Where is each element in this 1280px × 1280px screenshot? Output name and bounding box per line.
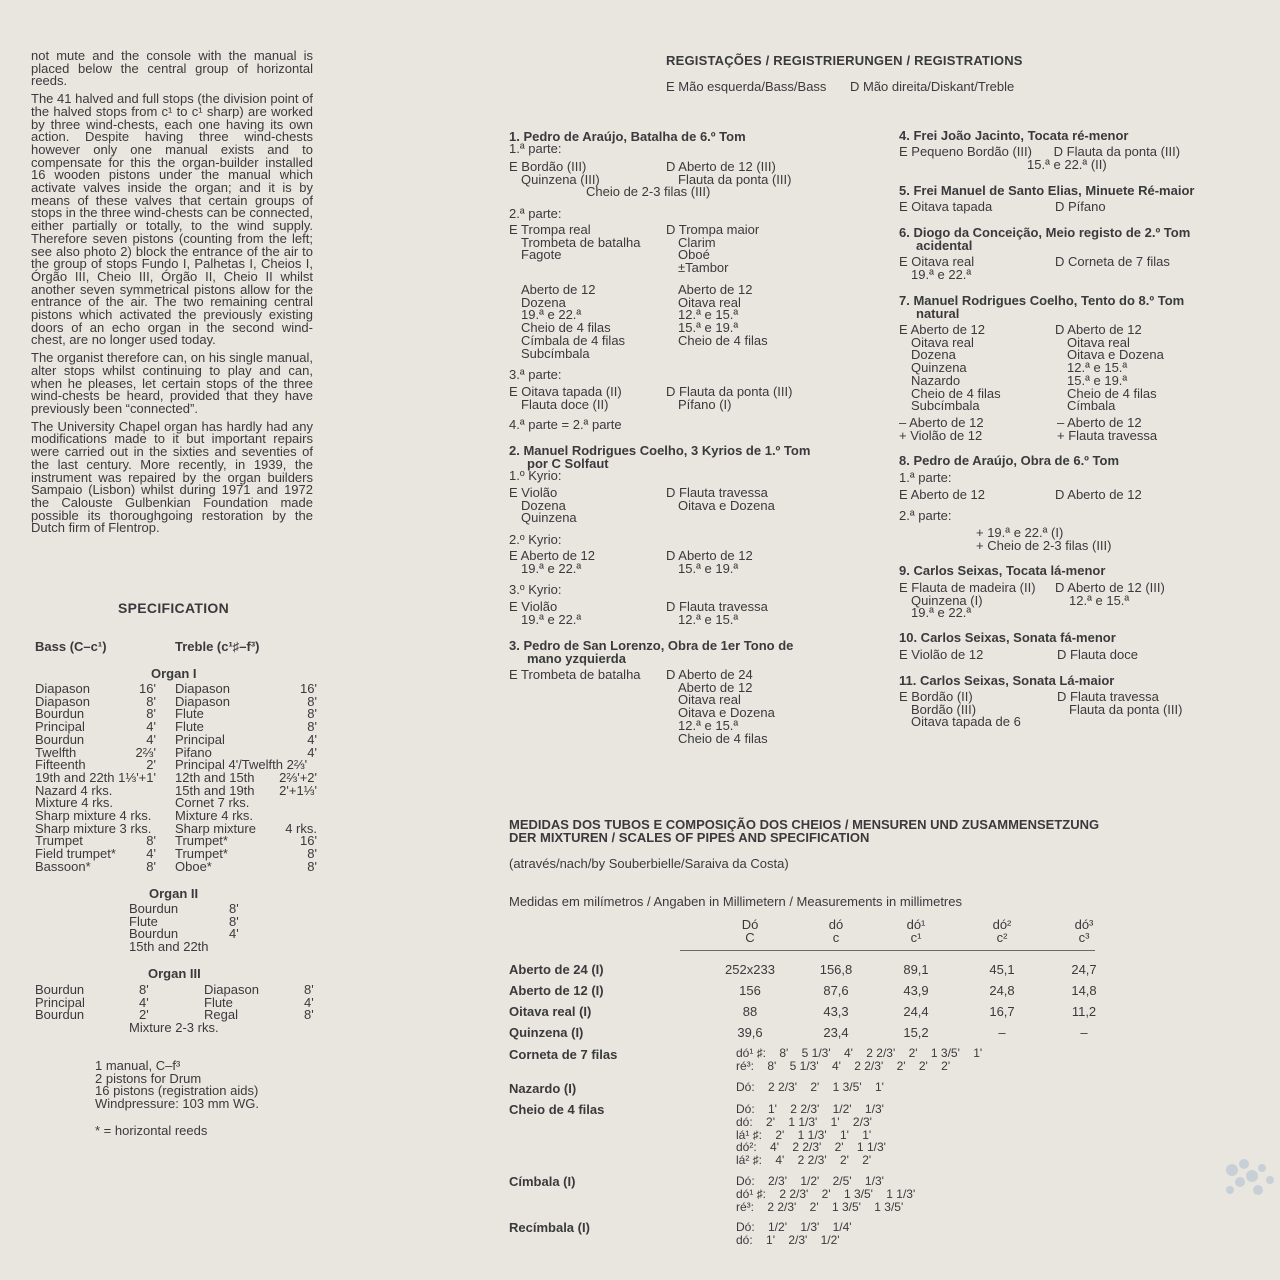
row-label: Aberto de 24 (I) xyxy=(509,962,604,977)
stop-pitch: 2⅔' xyxy=(135,744,156,760)
stop-name: 12th and 15th xyxy=(175,769,255,785)
treble-stop: Flauta da ponta (III) xyxy=(678,172,792,187)
footnote: * = horizontal reeds xyxy=(95,1123,208,1138)
composition-line: dó: 1' 2/3' 1/2' xyxy=(736,1232,840,1247)
part-label: 1.ª parte: xyxy=(509,141,562,156)
stop-pitch: 16' xyxy=(139,681,156,696)
stop-name: Pifano xyxy=(175,744,212,760)
stop-pitch: 8' xyxy=(304,982,314,997)
column-header: dó³ xyxy=(1074,917,1094,932)
bass-stop: E Violão de 12 xyxy=(899,647,984,662)
table-cell: 156,8 xyxy=(819,962,853,977)
stop-name: Flute xyxy=(204,994,233,1010)
treble-stop-list: D Flauta travessa 12.ª e 15.ª xyxy=(666,599,768,627)
stop-pitch: 4' xyxy=(229,926,239,942)
stop-name: Diapason xyxy=(175,693,230,709)
organ-2-heading: Organ II xyxy=(149,886,199,901)
registration-line: 15.ª e 22.ª (II) xyxy=(1027,157,1107,172)
piece-2-title: 2. Manuel Rodrigues Coelho, 3 Kyrios de 1.º Tom xyxy=(509,443,811,458)
stop-pitch: 8' xyxy=(307,846,317,862)
bass-stop: E Aberto de 12 xyxy=(899,487,986,502)
part-label: 1.º Kyrio: xyxy=(509,468,562,483)
table-cell: 23,4 xyxy=(823,1025,849,1040)
piece-3-subtitle: mano yzquierda xyxy=(527,651,626,666)
table-cell: 39,6 xyxy=(737,1025,763,1040)
piece-11-title: 11. Carlos Seixas, Sonata Lá-maior xyxy=(899,673,1115,688)
piece-9-title: 9. Carlos Seixas, Tocata lá-menor xyxy=(899,563,1106,578)
row-label: Recímbala (I) xyxy=(509,1220,590,1235)
stop-name: Diapason xyxy=(35,681,90,696)
stop-name: Trumpet xyxy=(35,833,83,849)
row-label: Címbala (I) xyxy=(509,1174,576,1189)
stop-pitch: 2' xyxy=(139,1007,149,1023)
table-cell: – xyxy=(1080,1025,1088,1040)
stop-name: Bassoon* xyxy=(35,858,91,874)
table-cell: 88 xyxy=(742,1004,758,1019)
stop-name: Trumpet* xyxy=(175,846,228,862)
stop-name: Fifteenth xyxy=(35,757,86,773)
paragraph: The University Chapel organ has hardly had any modifications made to it but important repairs were carried out in the sixties and seventies of the last century. More recently, in 1939, the instrument was repaired by the organ builders Sampaio (Lisbon) whilst during 1971 and 1972 the Calouste Gulbenkian Foundation made possible its thoroughgoing restoration by the Dutch firm of Flentrop. xyxy=(31,418,313,536)
column-header: c¹ xyxy=(910,930,922,945)
stop-name: Twelfth xyxy=(35,744,77,760)
part-label: 3.º Kyrio: xyxy=(509,582,562,597)
legend-right-hand: D Mão direita/Diskant/Treble xyxy=(850,79,1015,94)
column-header: dó² xyxy=(992,917,1012,932)
piece-4-title: 4. Frei João Jacinto, Tocata ré-menor xyxy=(899,128,1129,143)
column-header: dó xyxy=(828,917,844,932)
treble-stop: D Pífano xyxy=(1055,199,1106,214)
bass-stop: E Oitava tapada xyxy=(899,199,993,214)
stop-pitch: 8' xyxy=(304,1007,314,1023)
stop-name: Bourdun xyxy=(35,731,85,747)
bass-stop-list: E Violão 19.ª e 22.ª xyxy=(509,599,582,627)
stop-pitch: 4' xyxy=(304,994,314,1010)
composition-line: Dó: 1' 2 2/3' 1/2' 1/3' xyxy=(736,1102,884,1116)
stop-pitch: 16' xyxy=(300,833,317,849)
table-cell: 43,9 xyxy=(903,983,929,998)
stop-name: Bourdun xyxy=(129,901,179,916)
table-cell: 252x233 xyxy=(725,962,775,977)
composition-line: lá² ♯: 4' 2 2/3' 2' 2' xyxy=(736,1153,872,1168)
stop-name: Sharp mixture xyxy=(175,820,256,836)
piece-1-title: 1. Pedro de Araújo, Batalha de 6.º Tom xyxy=(509,129,746,144)
stop-pitch: 4' xyxy=(139,994,149,1010)
composition-line: Dó: 1/2' 1/3' 1/4' xyxy=(736,1220,852,1234)
stop-name: Flute xyxy=(175,706,204,722)
stop-name: Principal xyxy=(175,731,225,747)
piece-7-subtitle: natural xyxy=(916,306,960,321)
table-cell: 24,4 xyxy=(903,1004,929,1019)
stop-name: Principal xyxy=(35,719,85,735)
specification-heading: SPECIFICATION xyxy=(118,600,229,616)
composition-line: lá¹ ♯: 2' 1 1/3' 1' 1' xyxy=(736,1127,872,1142)
stop-name: Nazard 4 rks. xyxy=(35,782,113,798)
registration-line: E Pequeno Bordão (III) D Flauta da ponta (III) xyxy=(899,144,1181,159)
bass-stop-list: E Flauta de madeira (II) Quinzena (I) 19.ª e 22.ª xyxy=(899,580,1036,621)
table-cell: 15,2 xyxy=(903,1025,929,1040)
piece-10-title: 10. Carlos Seixas, Sonata fá-menor xyxy=(899,630,1116,645)
bass-stop-list: – Aberto de 12 + Violão de 12 xyxy=(899,415,984,443)
organ-3-heading: Organ III xyxy=(148,966,201,981)
piece-7-title: 7. Manuel Rodrigues Coelho, Tento do 8.º Tom xyxy=(899,293,1185,308)
stop-pitch: 4 rks. xyxy=(285,820,317,836)
bass-stop: E Bordão (III) xyxy=(509,159,587,174)
stop-name: Cornet 7 rks. xyxy=(175,795,250,811)
treble-stop: D Aberto de 12 xyxy=(1055,487,1142,502)
part-label: 1.ª parte: xyxy=(899,470,952,485)
stop-name: 19th and 22th 1⅓'+1' xyxy=(35,769,156,785)
table-cell: 24,8 xyxy=(989,983,1015,998)
table-cell: 14,8 xyxy=(1071,983,1097,998)
bass-stop: Quinzena (III) xyxy=(521,172,600,187)
table-cell: 156 xyxy=(739,983,761,998)
row-label: Quinzena (I) xyxy=(509,1025,584,1040)
bass-stop-list: E Trompa real Trombeta de batalha Fagote xyxy=(509,222,641,263)
stop-pitch: 2⅔'+2' xyxy=(279,769,317,785)
composition-line: dó²: 4' 2 2/3' 2' 1 1/3' xyxy=(736,1140,886,1155)
stop-pitch: 8' xyxy=(139,982,149,997)
stop-pitch: 4' xyxy=(307,731,317,747)
piece-8-title: 8. Pedro de Araújo, Obra de 6.º Tom xyxy=(899,453,1120,468)
organ-1-heading: Organ I xyxy=(151,666,197,681)
stop-name: Diapason xyxy=(35,693,90,709)
composition-line: ré³: 2 2/3' 2' 1 3/5' 1 3/5' xyxy=(736,1199,904,1214)
scales-source: (através/nach/by Souberbielle/Saraiva da Costa) xyxy=(509,856,789,871)
stop-name: Flute xyxy=(129,913,158,929)
stop-name: Mixture 4 rks. xyxy=(175,808,254,823)
stop-pitch: 8' xyxy=(307,693,317,709)
stop-pitch: 8' xyxy=(146,693,156,709)
treble-stop-list: D Flauta da ponta (III) Pífano (I) xyxy=(666,384,793,412)
table-divider xyxy=(680,950,1095,951)
column-header: Dó xyxy=(741,917,759,932)
stop-name: Bourdun xyxy=(35,982,85,997)
table-cell: 87,6 xyxy=(823,983,849,998)
bass-heading: Bass (C–c¹) xyxy=(35,639,107,654)
paragraph: not mute and the console with the manual is placed below the central group of horizontal reeds. xyxy=(31,48,313,89)
stop-pitch: 8' xyxy=(146,858,156,874)
stop-name: Diapason xyxy=(175,681,230,696)
stop-pitch: 2'+1⅓' xyxy=(279,782,317,798)
bass-stop-list: E Aberto de 12 19.ª e 22.ª xyxy=(509,548,596,576)
intro-text xyxy=(31,50,313,540)
legend-left-hand: E Mão esquerda/Bass/Bass xyxy=(666,79,827,94)
stop-pitch: 4' xyxy=(146,719,156,735)
treble-stop-list: D Aberto de 12 Oitava real Oitava e Dozena 12.ª e 15.ª 15.ª e 19.ª Cheio de 4 filas Címbala xyxy=(1055,322,1164,414)
stop-pitch: 8' xyxy=(146,706,156,722)
table-cell: 89,1 xyxy=(903,962,929,977)
piece-6-subtitle: acidental xyxy=(916,238,973,253)
treble-stop: D Flauta doce xyxy=(1057,647,1138,662)
organ-notes xyxy=(95,1060,259,1111)
stop-pitch: 8' xyxy=(229,901,239,916)
organ-3-mixture: Mixture 2-3 rks. xyxy=(129,1020,219,1035)
bass-stop-list: E Bordão (II) Bordão (III) Oitava tapada de 6 xyxy=(899,689,1021,730)
row-label: Oitava real (I) xyxy=(509,1004,592,1019)
scales-title: MEDIDAS DOS TUBOS E COMPOSIÇÃO DOS CHEIOS / MENSUREN UND ZUSAMMENSETZUNG DER MIXTUREN / SCALES OF PIPES AND SPECIFICATION xyxy=(509,817,1100,845)
row-label: Nazardo (I) xyxy=(509,1081,577,1096)
column-header: c³ xyxy=(1078,930,1090,945)
stop-name: Sharp mixture 4 rks. xyxy=(35,808,152,823)
table-cell: 43,3 xyxy=(823,1004,849,1019)
part-label: 2.º Kyrio: xyxy=(509,532,562,547)
treble-stop: D Corneta de 7 filas xyxy=(1055,254,1170,269)
composition-line: Dó: 2/3' 1/2' 2/5' 1/3' xyxy=(736,1174,884,1188)
row-label: Cheio de 4 filas xyxy=(509,1102,605,1117)
treble-stop-list: D Aberto de 12 (III) 12.ª e 15.ª xyxy=(1055,580,1165,608)
treble-stop-list: Aberto de 12 Oitava real 12.ª e 15.ª 15.ª e 19.ª Cheio de 4 filas xyxy=(678,282,768,348)
table-cell: 24,7 xyxy=(1071,962,1097,977)
note: Windpressure: 103 mm WG. xyxy=(95,1096,259,1112)
stop-name: Trumpet* xyxy=(175,833,228,849)
note: 16 pistons (registration aids) xyxy=(95,1083,259,1099)
stop-name: Diapason xyxy=(204,982,259,997)
note: 1 manual, C–f³ xyxy=(95,1058,181,1073)
stop-pitch: 4' xyxy=(307,744,317,760)
stop-name: Principal 4'/Twelfth 2⅔' xyxy=(175,757,308,773)
part-label: 4.ª parte = 2.ª parte xyxy=(509,417,622,432)
table-cell: 11,2 xyxy=(1071,1004,1097,1019)
stop-name: 15th and 19th xyxy=(175,782,255,798)
treble-stop-list: D Trompa maior Clarim Oboé ±Tambor xyxy=(666,222,760,276)
cheio-stop: Cheio de 2-3 filas (III) xyxy=(586,184,711,199)
row-label: Aberto de 12 (I) xyxy=(509,983,604,998)
piece-6-title: 6. Diogo da Conceição, Meio registo de 2.º Tom xyxy=(899,225,1191,240)
bass-stop-list: E Oitava real 19.ª e 22.ª xyxy=(899,254,975,282)
composition-line: ré³: 8' 5 1/3' 4' 2 2/3' 2' 2' 2' xyxy=(736,1058,951,1073)
bass-stop: E Trombeta de batalha xyxy=(509,667,641,682)
column-header: dó¹ xyxy=(906,917,926,932)
stop-pitch: 4' xyxy=(146,846,156,862)
stop-name: Field trumpet* xyxy=(35,846,116,862)
composition-line: dó¹ ♯: 2 2/3' 2' 1 3/5' 1 1/3' xyxy=(736,1186,916,1201)
flower-decoration xyxy=(1212,1150,1280,1210)
treble-stop: D Aberto de 12 (III) xyxy=(666,159,776,174)
treble-heading: Treble (c¹♯–f³) xyxy=(175,639,260,654)
column-header: c² xyxy=(996,930,1008,945)
stop-pitch: 8' xyxy=(307,719,317,735)
stop-pitch: 4' xyxy=(146,731,156,747)
stop-name: Principal xyxy=(35,994,85,1010)
row-label: Corneta de 7 filas xyxy=(509,1047,618,1062)
part-label: 2.ª parte: xyxy=(509,206,562,221)
stop-name: Sharp mixture 3 rks. xyxy=(35,820,152,836)
treble-stop-list: D Flauta travessa Oitava e Dozena xyxy=(666,485,775,513)
treble-stop-list: D Flauta travessa Flauta da ponta (III) xyxy=(1057,689,1183,717)
paragraph: The 41 halved and full stops (the division point of the halved stops from c¹ to c¹ sharp) are worked by three wind-chests, each one having its own action. Despite having three wind-chests however only one manual exists and to compensate for this the organ-builder installed 16 wooden pistons under the manual which activate valves inside the organ; and it is by means of these valves that certain groups of stops in the three wind-chests can be connected, either partially or totally, to the wind supply. Therefore seven pistons (counting from the left; see also photo 2) block the entrance of the air to the group of stops Fundo I, Palhetas I, Cheios I, Órgão III, Cheio III, Órgão II, Cheio II whilst another seven symmetrical pistons allow for the entrance of the air. The two remaining central pistons which activated the previously existing doors of an echo organ in the second wind-chest, are no longer used today. xyxy=(31,91,313,348)
registration-list: + 19.ª e 22.ª (I) + Cheio de 2-3 filas (III) xyxy=(976,525,1112,553)
stop-name: Bourdun xyxy=(35,1007,85,1023)
column-header: C xyxy=(745,930,755,945)
stop-pitch: 8' xyxy=(229,913,239,929)
piece-5-title: 5. Frei Manuel de Santo Elias, Minuete Ré-maior xyxy=(899,183,1195,198)
stop-pitch: 8' xyxy=(307,706,317,722)
treble-stop-list: D Aberto de 12 15.ª e 19.ª xyxy=(666,548,753,576)
treble-stop-list: D Aberto de 24 Aberto de 12 Oitava real Oitava e Dozena 12.ª e 15.ª Cheio de 4 filas xyxy=(666,667,775,746)
stop-name: Oboe* xyxy=(175,858,212,874)
bass-stop-list: E Aberto de 12 Oitava real Dozena Quinzena Nazardo Cheio de 4 filas Subcímbala xyxy=(899,322,1001,414)
registrations-title: REGISTAÇÕES / REGISTRIERUNGEN / REGISTRATIONS xyxy=(666,53,1023,68)
stop-name: Flute xyxy=(175,719,204,735)
part-label: 2.ª parte: xyxy=(899,508,952,523)
stop-name: Mixture 4 rks. xyxy=(35,795,114,811)
table-cell: – xyxy=(998,1025,1006,1040)
stop-pitch: 8' xyxy=(146,833,156,849)
stop-name: Bourdun xyxy=(129,926,179,942)
stop-name: Regal xyxy=(204,1007,238,1023)
treble-stop-list: – Aberto de 12 + Flauta travessa xyxy=(1057,415,1158,443)
note: 2 pistons for Drum xyxy=(95,1070,202,1086)
bass-stop-list: E Oitava tapada (II) Flauta doce (II) xyxy=(509,384,622,412)
stop-name: 15th and 22th xyxy=(129,939,209,955)
piece-2-subtitle: por C Solfaut xyxy=(527,456,609,471)
stop-name: Bourdun xyxy=(35,706,85,722)
composition-line: Dó: 2 2/3' 2' 1 3/5' 1' xyxy=(736,1080,884,1094)
stop-pitch: 16' xyxy=(300,681,317,696)
stop-pitch: 8' xyxy=(307,858,317,874)
bass-stop-list: Aberto de 12 Dozena 19.ª e 22.ª Cheio de 4 filas Címbala de 4 filas Subcímbala xyxy=(521,282,626,361)
bass-stop-list: E Violão Dozena Quinzena xyxy=(509,485,577,526)
table-cell: 16,7 xyxy=(989,1004,1015,1019)
stop-pitch: 2' xyxy=(146,757,156,773)
composition-line: dó: 2' 1 1/3' 1' 2/3' xyxy=(736,1114,872,1129)
table-cell: 45,1 xyxy=(989,962,1015,977)
part-label: 3.ª parte: xyxy=(509,367,562,382)
piece-3-title: 3. Pedro de San Lorenzo, Obra de 1er Tono de xyxy=(509,638,794,653)
paragraph: The organist therefore can, on his single manual, alter stops whilst continuing to play and can, when he pleases, let certain stops of the three wind-chests be heard, provided that they have previously been “connected”. xyxy=(31,350,313,416)
composition-line: dó¹ ♯: 8' 5 1/3' 4' 2 2/3' 2' 1 3/5' 1' xyxy=(736,1046,983,1060)
scales-units: Medidas em milímetros / Angaben in Millimetern / Measurements in millimetres xyxy=(509,894,962,909)
column-header: c xyxy=(832,930,840,945)
